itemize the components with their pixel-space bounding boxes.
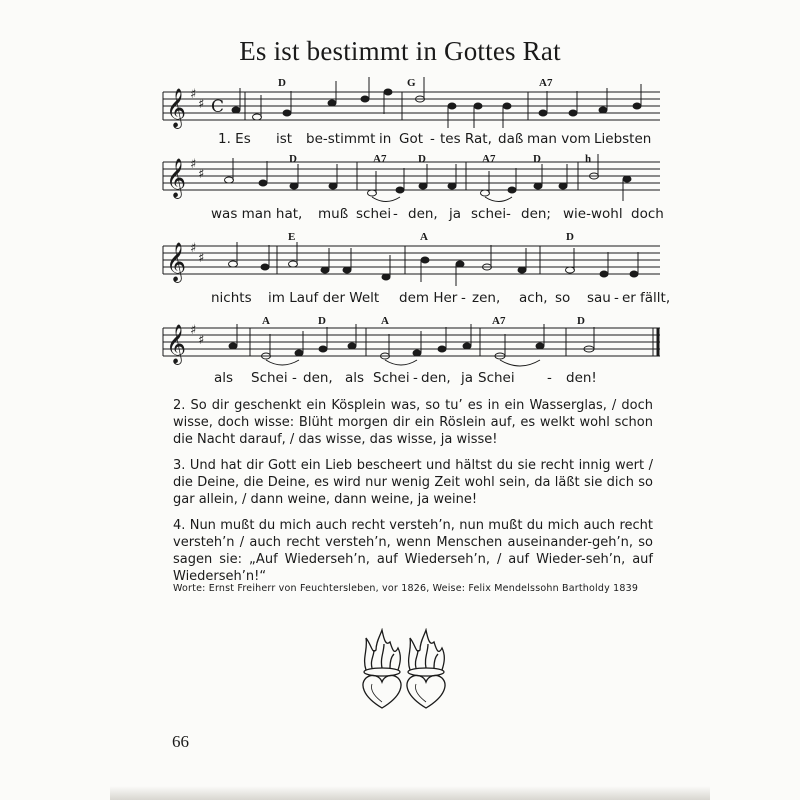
lyric-syllable: -	[506, 206, 511, 222]
svg-text:♯: ♯	[190, 87, 197, 102]
key-signature-sharps	[190, 87, 204, 348]
lyric-syllable: ja	[461, 370, 474, 386]
lyric-syllable: schei	[471, 206, 507, 222]
staff-system-4	[163, 328, 660, 356]
lyric-syllable: daß	[498, 131, 524, 147]
lyric-syllable: im Lauf der Welt	[268, 290, 380, 306]
chord-symbol: A	[262, 315, 270, 327]
svg-text:♯: ♯	[190, 157, 197, 172]
lyric-syllable: -	[547, 370, 552, 386]
chord-symbol: D	[289, 153, 297, 165]
staff-system-1	[163, 92, 660, 120]
lyric-syllable: man vom	[527, 131, 591, 147]
svg-text:♯: ♯	[198, 251, 205, 266]
chord-symbol: A	[381, 315, 389, 327]
lyric-syllable: schei	[356, 206, 392, 222]
lyric-syllable: ist	[276, 131, 293, 147]
chord-symbol: D	[418, 153, 426, 165]
staff-system-3	[163, 246, 660, 274]
lyric-syllable: -	[430, 131, 435, 147]
treble-clef-icon: 𝄞	[166, 158, 187, 198]
svg-text:♯: ♯	[198, 97, 205, 112]
credits: Worte: Ernst Freiherr von Feuchtersleben, vor 1826, Weise: Felix Mendelssohn Bartholdy 1839	[173, 583, 639, 594]
time-signature: C	[211, 97, 225, 117]
lyric-syllable: fällt,	[640, 290, 671, 306]
lyric-syllable: den;	[521, 206, 551, 222]
two-flaming-hearts-icon	[358, 628, 454, 710]
lyric-syllable: den,	[421, 370, 451, 386]
lyric-syllable: -	[614, 290, 619, 306]
lyric-syllable: -	[413, 370, 418, 386]
lyric-syllable: wie-wohl	[563, 206, 623, 222]
chord-symbol: A7	[373, 153, 387, 165]
lyric-syllable: -	[292, 370, 297, 386]
lyric-syllable: Schei	[373, 370, 410, 386]
lyric-syllable: muß	[318, 206, 349, 222]
treble-clef-icon: 𝄞	[166, 242, 187, 282]
chord-symbol: D	[318, 315, 326, 327]
page-edge-shadow	[110, 786, 710, 800]
svg-text:♯: ♯	[190, 241, 197, 256]
treble-clef-icon: 𝄞	[166, 324, 187, 364]
chord-symbol: D	[278, 77, 286, 89]
lyric-syllable: den!	[566, 370, 597, 386]
lyric-syllable: sau	[587, 290, 611, 306]
lyric-syllable: ja	[449, 206, 462, 222]
lyric-syllable: so	[555, 290, 571, 306]
lyric-syllable: was man hat,	[211, 206, 303, 222]
lyric-syllable: 1. Es	[218, 131, 251, 147]
lyric-syllable: -	[461, 290, 466, 306]
lyric-syllable: ach,	[519, 290, 548, 306]
chord-symbol: D	[533, 153, 541, 165]
chord-symbol: A	[420, 231, 428, 243]
svg-text:♯: ♯	[198, 167, 205, 182]
verse-4: 4. Nun mußt du mich auch recht versteh’n, nun mußt du mich auch recht versteh’n / auch recht versteh’n, wenn Menschen auseinander-geh’n, so sagen sie: „Auf Wiederseh’n, auf Wiederseh’n, / auf Wieder-seh’n, auf Wiederseh’n!“	[173, 518, 653, 584]
lyric-syllable: -	[393, 206, 398, 222]
lyric-syllable: nichts	[211, 290, 252, 306]
lyric-syllable: in	[379, 131, 392, 147]
chord-symbol: A7	[539, 77, 553, 89]
verse-2: 2. So dir geschenkt ein Kösplein was, so tu’ es in ein Wasserglas, / doch wisse, doch wisse: Blüht morgen dir ein Röslein auf, es welkt wohl schon die Nacht darauf, / das wisse, das wisse, ja wisse!	[173, 398, 653, 447]
chord-symbol: D	[577, 315, 585, 327]
verse-3: 3. Und hat dir Gott ein Lieb bescheert und hältst du sie recht innig wert / die Deine, die Deine, es wird nur wenig Zeit wohl sein, da läßt sie dich so gar allein, / dann weine, dann weine, ja weine!	[173, 458, 653, 507]
page-number: 66	[172, 732, 189, 751]
page-title: Es ist bestimmt in Gottes Rat	[239, 36, 561, 66]
lyric-syllable: Got	[399, 131, 424, 147]
staff-system-2	[163, 162, 660, 190]
treble-clef-icon: 𝄞	[166, 88, 187, 128]
lyric-syllable: den,	[303, 370, 333, 386]
svg-text:♯: ♯	[190, 323, 197, 338]
lyric-syllable: doch	[631, 206, 664, 222]
lyric-syllable: Schei	[478, 370, 515, 386]
lyric-syllable: Liebsten	[594, 131, 652, 147]
chord-symbol: G	[407, 77, 416, 89]
lyric-syllable: tes Rat,	[440, 131, 492, 147]
additional-verses	[173, 397, 653, 594]
chord-symbol: A7	[482, 153, 496, 165]
lyric-syllable: dem Her	[399, 290, 458, 306]
chord-symbol: h	[585, 153, 592, 165]
lyric-syllable: als	[345, 370, 365, 386]
svg-text:♯: ♯	[198, 333, 205, 348]
chord-symbol: D	[566, 231, 574, 243]
lyric-syllable: er	[622, 290, 636, 306]
lyric-syllable: zen,	[472, 290, 501, 306]
lyric-syllable: Schei	[251, 370, 288, 386]
chord-symbol: E	[288, 231, 296, 243]
lyric-syllable: be-stimmt	[306, 131, 376, 147]
chord-symbol: A7	[492, 315, 506, 327]
lyric-syllable: den,	[408, 206, 438, 222]
slurs	[266, 197, 540, 366]
lyric-syllable: als	[214, 370, 234, 386]
